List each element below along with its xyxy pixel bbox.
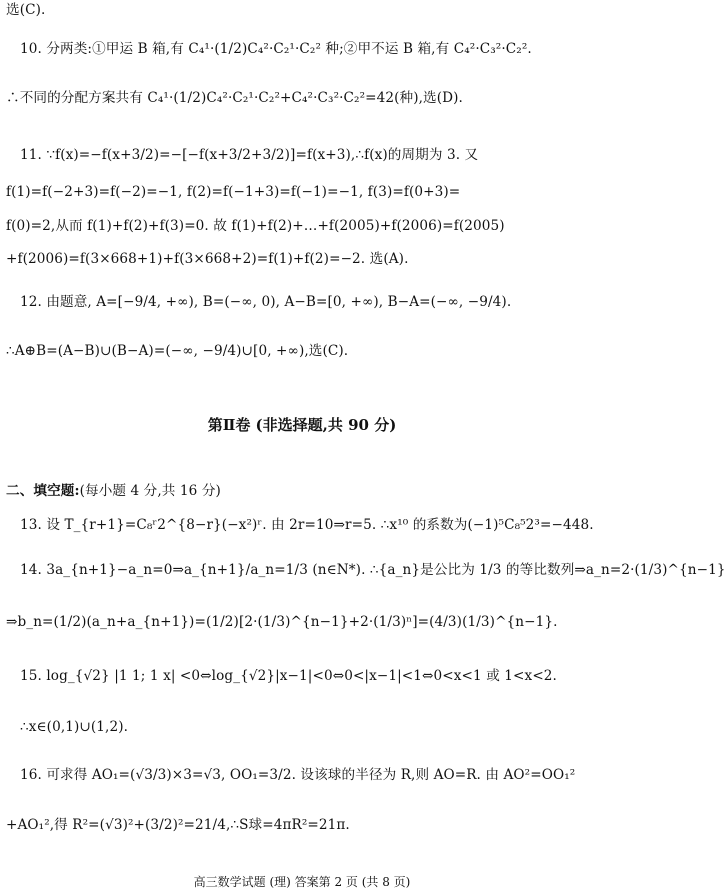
section-title: 第Ⅱ卷 (非选择题,共 90 分)	[207, 416, 397, 434]
solution-13: 13. 设 T_{r+1}=C₈ʳ2^{8−r}(−x²)ʳ. 由 2r=10⇒r=5. ∴x¹⁰ 的系数为(−1)⁵C₈⁵2³=−448.	[20, 517, 594, 533]
solution-11-line-1: 11. ∵f(x)=−f(x+3/2)=−[−f(x+3/2+3/2)]=f(x+3),∴f(x)的周期为 3. 又	[20, 147, 479, 163]
solution-16-line-2: +AO₁²,得 R²=(√3)²+(3/2)²=21/4,∴S球=4πR²=21π.	[6, 817, 350, 833]
solution-14-line-2: ⇒b_n=(1/2)(a_n+a_{n+1})=(1/2)[2·(1/3)^{n−1}+2·(1/3)ⁿ]=(4/3)(1/3)^{n−1}.	[6, 614, 558, 630]
solution-12-line-1: 12. 由题意, A=[−9/4, +∞), B=(−∞, 0), A−B=[0, +∞), B−A=(−∞, −9/4).	[20, 294, 512, 310]
solution-12-line-2: ∴A⊕B=(A−B)∪(B−A)=(−∞, −9/4)∪[0, +∞),选(C).	[6, 343, 349, 359]
solution-16-line-1: 16. 可求得 AO₁=(√3/3)×3=√3, OO₁=3/2. 设该球的半径为 R,则 AO=R. 由 AO²=OO₁²	[20, 767, 576, 783]
solution-11-line-3: f(0)=2,从而 f(1)+f(2)+f(3)=0. 故 f(1)+f(2)+…+f(2005)+f(2006)=f(2005)	[6, 218, 505, 234]
text-line-answer-choice-c: 选(C).	[6, 2, 46, 18]
solution-10-line-2: ∴不同的分配方案共有 C₄¹·(1/2)C₄²·C₂¹·C₂²+C₄²·C₃²·C₂²=42(种),选(D).	[6, 90, 463, 106]
solution-11-line-2: f(1)=f(−2+3)=f(−2)=−1, f(2)=f(−1+3)=f(−1)=−1, f(3)=f(0+3)=	[6, 184, 461, 200]
solution-15-line-1: 15. log_{√2} |1 1; 1 x| <0⇔log_{√2}|x−1|<0⇔0<|x−1|<1⇔0<x<1 或 1<x<2.	[20, 668, 557, 684]
solution-10-line-1: 10. 分两类:①甲运 B 箱,有 C₄¹·(1/2)C₄²·C₂¹·C₂² 种;②甲不运 B 箱,有 C₄²·C₃²·C₂².	[20, 41, 532, 57]
page-footer: 高三数学试题 (理) 答案第 2 页 (共 8 页)	[193, 875, 411, 889]
solution-14-line-1: 14. 3a_{n+1}−a_n=0⇒a_{n+1}/a_n=1/3 (n∈N*). ∴{a_n}是公比为 1/3 的等比数列⇒a_n=2·(1/3)^{n−1}	[20, 562, 726, 578]
part-scoring-note: (每小题 4 分,共 16 分)	[79, 483, 221, 499]
solution-11-line-4: +f(2006)=f(3×668+1)+f(3×668+2)=f(1)+f(2)=−2. 选(A).	[6, 251, 409, 267]
solution-15-line-2: ∴x∈(0,1)∪(1,2).	[20, 719, 129, 735]
fill-in-blank-heading	[6, 481, 598, 501]
part-heading: 二、填空题:	[6, 483, 80, 499]
